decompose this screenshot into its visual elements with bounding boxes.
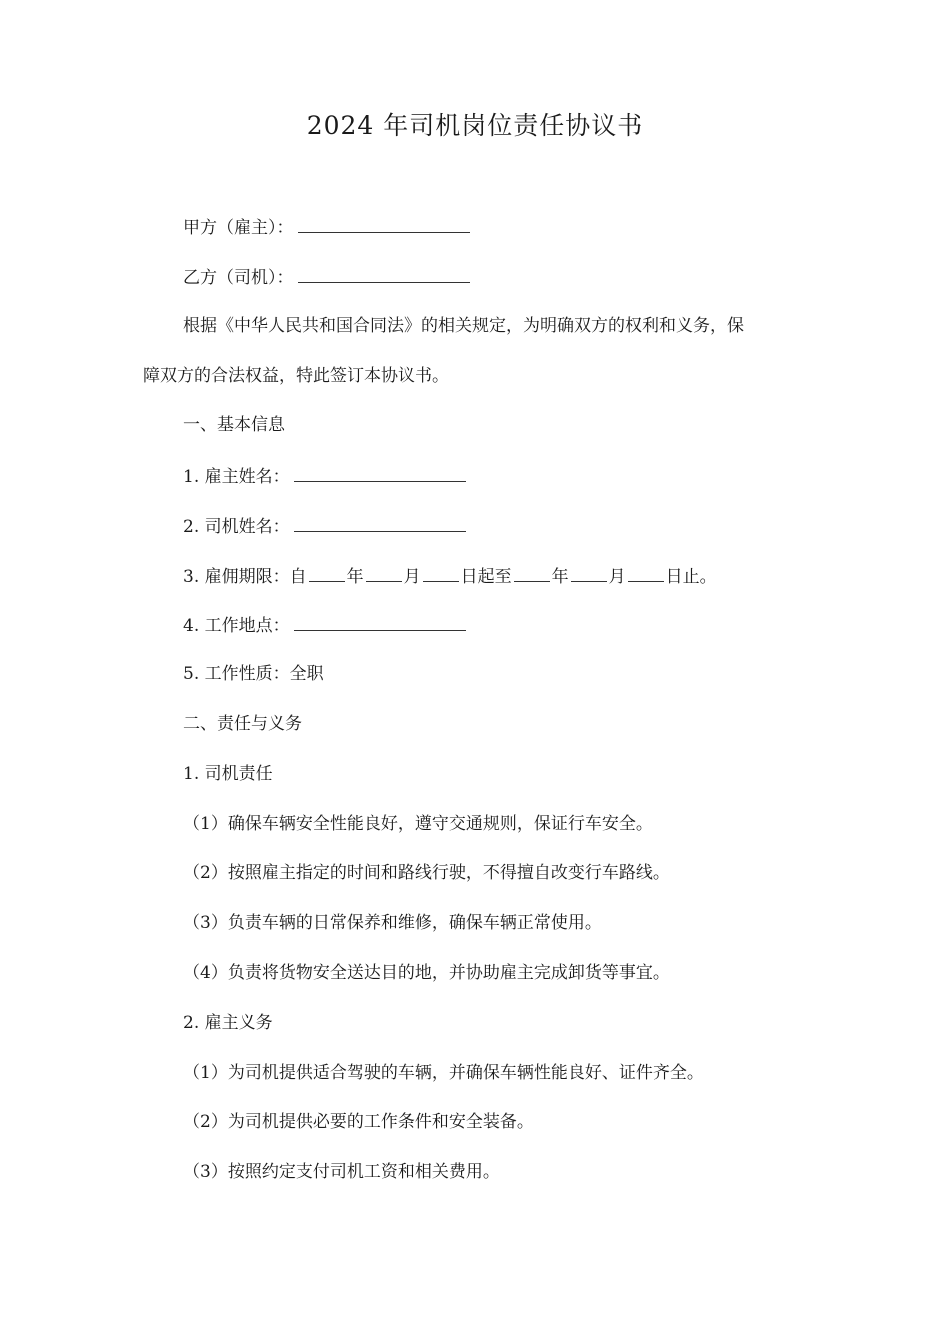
period-year-2: 年 [551,567,569,587]
driver-name-blank [294,513,466,532]
period-day-1: 日起至 [460,567,512,587]
period-blank [571,563,607,582]
employer-duties-heading: 2. 雇主义务 [183,1013,273,1033]
party-a-line [183,214,470,240]
employer-duty-item: （2）为司机提供必要的工作条件和安全装备。 [183,1112,534,1132]
document-title: 2024 年司机岗位责任协议书 [306,111,644,140]
period-label: 3. 雇佣期限：自 [183,567,307,587]
period-year-1: 年 [346,567,364,587]
employment-period-line [183,563,717,589]
driver-name-label: 2. 司机姓名： [183,517,290,537]
period-blank [423,563,459,582]
period-day-2: 日止。 [665,567,717,587]
party-b-blank [298,264,470,283]
driver-duty-item: （2）按照雇主指定的时间和路线行驶，不得擅自改变行车路线。 [183,863,670,883]
driver-duty-item: （3）负责车辆的日常保养和维修，确保车辆正常使用。 [183,913,602,933]
employer-name-label: 1. 雇主姓名： [183,467,290,487]
period-month-1: 月 [403,567,421,587]
period-blank [628,563,664,582]
intro-line-2: 障双方的合法权益，特此签订本协议书。 [143,366,449,386]
work-location-label: 4. 工作地点： [183,616,290,636]
employer-duty-item: （1）为司机提供适合驾驶的车辆，并确保车辆性能良好、证件齐全。 [183,1063,704,1083]
intro-line-1: 根据《中华人民共和国合同法》的相关规定，为明确双方的权利和义务，保 [183,316,744,336]
work-location-line [183,612,466,638]
party-a-blank [298,214,470,233]
section2-heading: 二、责任与义务 [183,714,302,734]
section1-heading: 一、基本信息 [183,415,285,435]
work-location-blank [294,612,466,631]
party-b-line [183,264,470,290]
employer-name-line [183,463,466,489]
party-a-label: 甲方（雇主）： [183,218,294,238]
period-blank [309,563,345,582]
party-b-label: 乙方（司机）： [183,268,294,288]
period-blank [514,563,550,582]
period-month-2: 月 [608,567,626,587]
work-nature-line: 5. 工作性质：全职 [183,664,324,684]
employer-duty-item: （3）按照约定支付司机工资和相关费用。 [183,1162,500,1182]
driver-duty-item: （4）负责将货物安全送达目的地，并协助雇主完成卸货等事宜。 [183,963,670,983]
employer-name-blank [294,463,466,482]
period-blank [366,563,402,582]
driver-name-line [183,513,466,539]
driver-duty-item: （1）确保车辆安全性能良好，遵守交通规则，保证行车安全。 [183,814,653,834]
driver-duties-heading: 1. 司机责任 [183,764,273,784]
